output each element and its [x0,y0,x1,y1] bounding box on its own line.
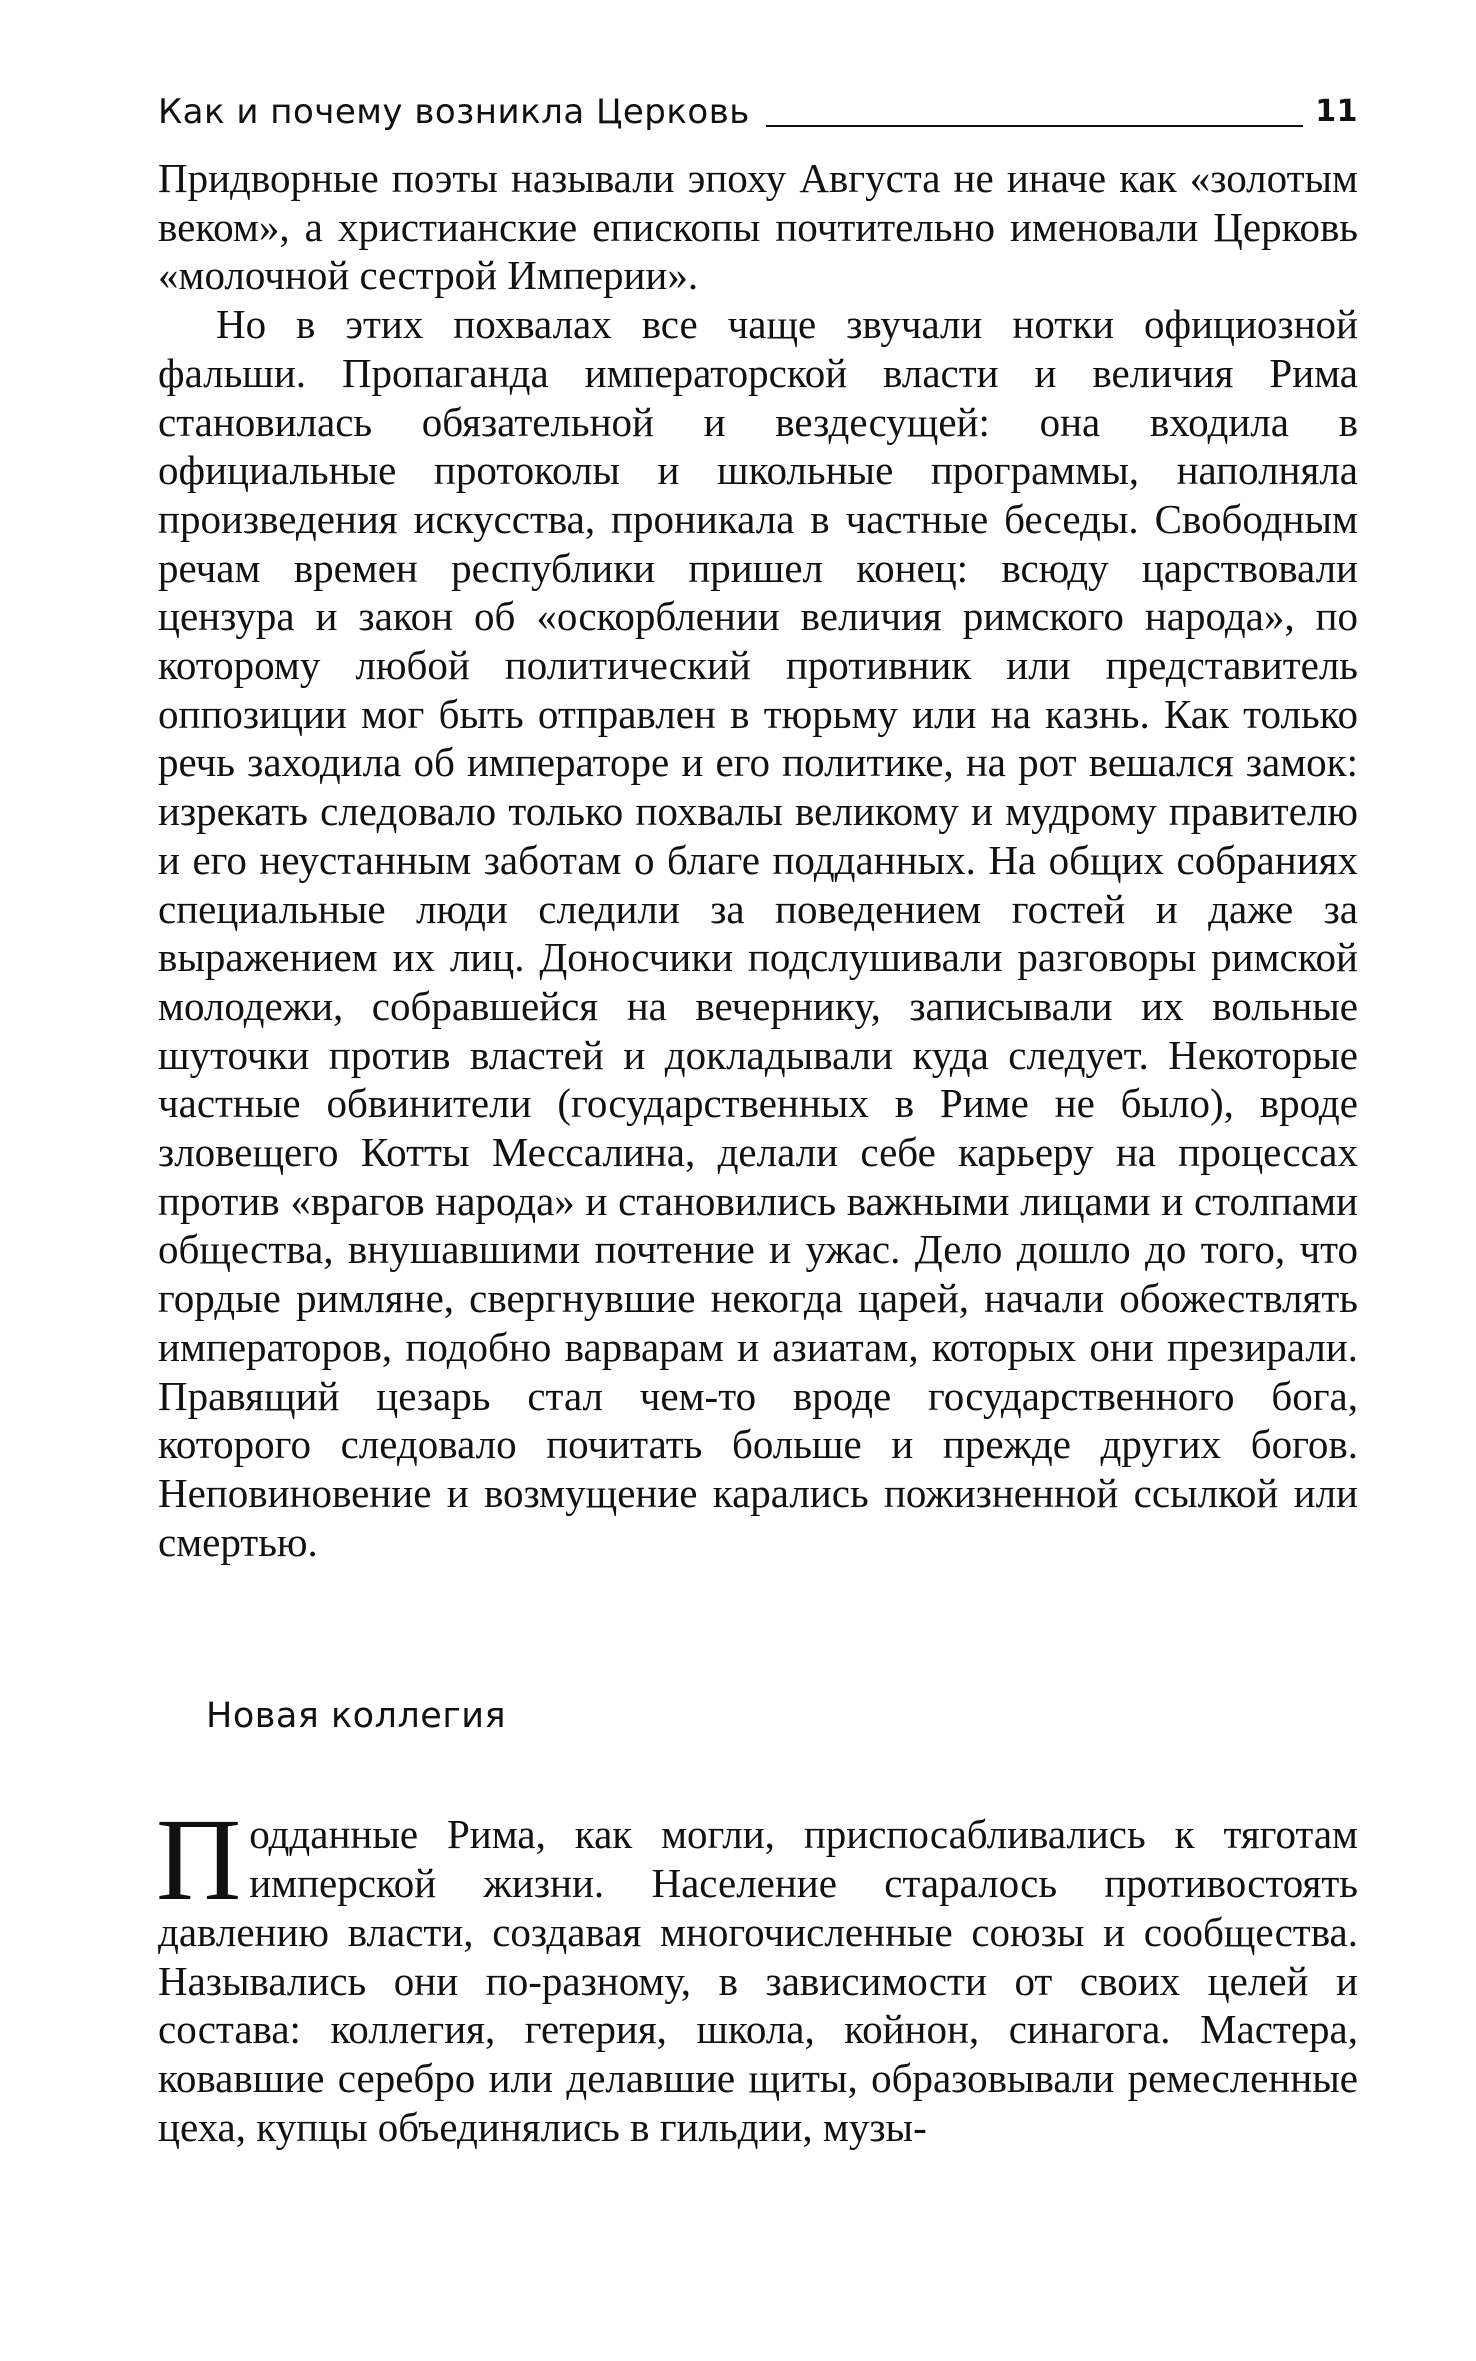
section-body [156,1794,1358,2151]
running-head-title: Как и почему возникла Церковь [158,92,750,132]
section-heading: Новая коллегия [206,1696,507,1737]
paragraph-2: Но в этих похвалах все чаще звучали нотки официозной фальши. Пропаганда императорской власти и величия Рима становилась обязательной и вездесущей: она входила в официальные протоколы и школьные программы, наполняла произведения искусства, проникала в частные беседы. Свободным речам времен республики пришел конец: всюду царствовали цензура и закон об «оскорблении величия римского народа», по которому любой политический противник или представитель оппозиции мог быть отправлен в тюрьму или на казнь. Как только речь заходила об императоре и его политике, на рот вешался замок: изрекать следовало только похвалы великому и мудрому правителю и его неустанным заботам о благе подданных. На общих собраниях специальные люди следили за поведением гостей и даже за выражением их лиц. Доносчики подслушивали разговоры римской молодежи, собравшейся на вечернику, записывали их вольные шуточки против властей и докладывали куда следует. Некоторые частные обвинители (государственных в Риме не было), вроде зловещего Котты Мессалина, делали себе карьеру на процессах против «врагов народа» и становились важными лицами и столпами общества, внушавшими почтение и ужас. Дело дошло до того, что гордые римляне, свергнувшие некогда царей, начали обожествлять императоров, подобно варварам и азиатам, которых они презирали. Правящий цезарь стал чем-то вроде государственного бога, которого следовало почитать больше и прежде других богов. Неповиновение и возмущение карались пожизненной ссылкой или смертью. [158,301,1358,1565]
running-head [158,88,1358,136]
body-text [158,154,1358,1566]
section-paragraph-1-text: одданные Рима, как могли, приспосабливались к тяготам имперской жизни. Население старалось противостоять давлению власти, создавая многочисленные союзы и сообщества. Назывались они по-разному, в зависимости от своих целей и состава: коллегия, гетерия, школа, койнон, синагога. Мастера, ковавшие серебро или делавшие щиты, образовывали ремесленные цеха, купцы объединялись в гильдии, музы- [158,1811,1358,2150]
drop-cap: П [156,1794,242,1926]
paragraph-1: Придворные поэты называли эпоху Августа не иначе как «золотым веком», а христианские епископы почтительно именовали Церковь «молочной сестрой Империи». [158,155,1358,299]
running-head-rule [766,125,1303,127]
book-page [158,88,1358,2151]
page-number: 11 [1315,94,1358,129]
section-paragraph-1 [156,1794,1358,2151]
